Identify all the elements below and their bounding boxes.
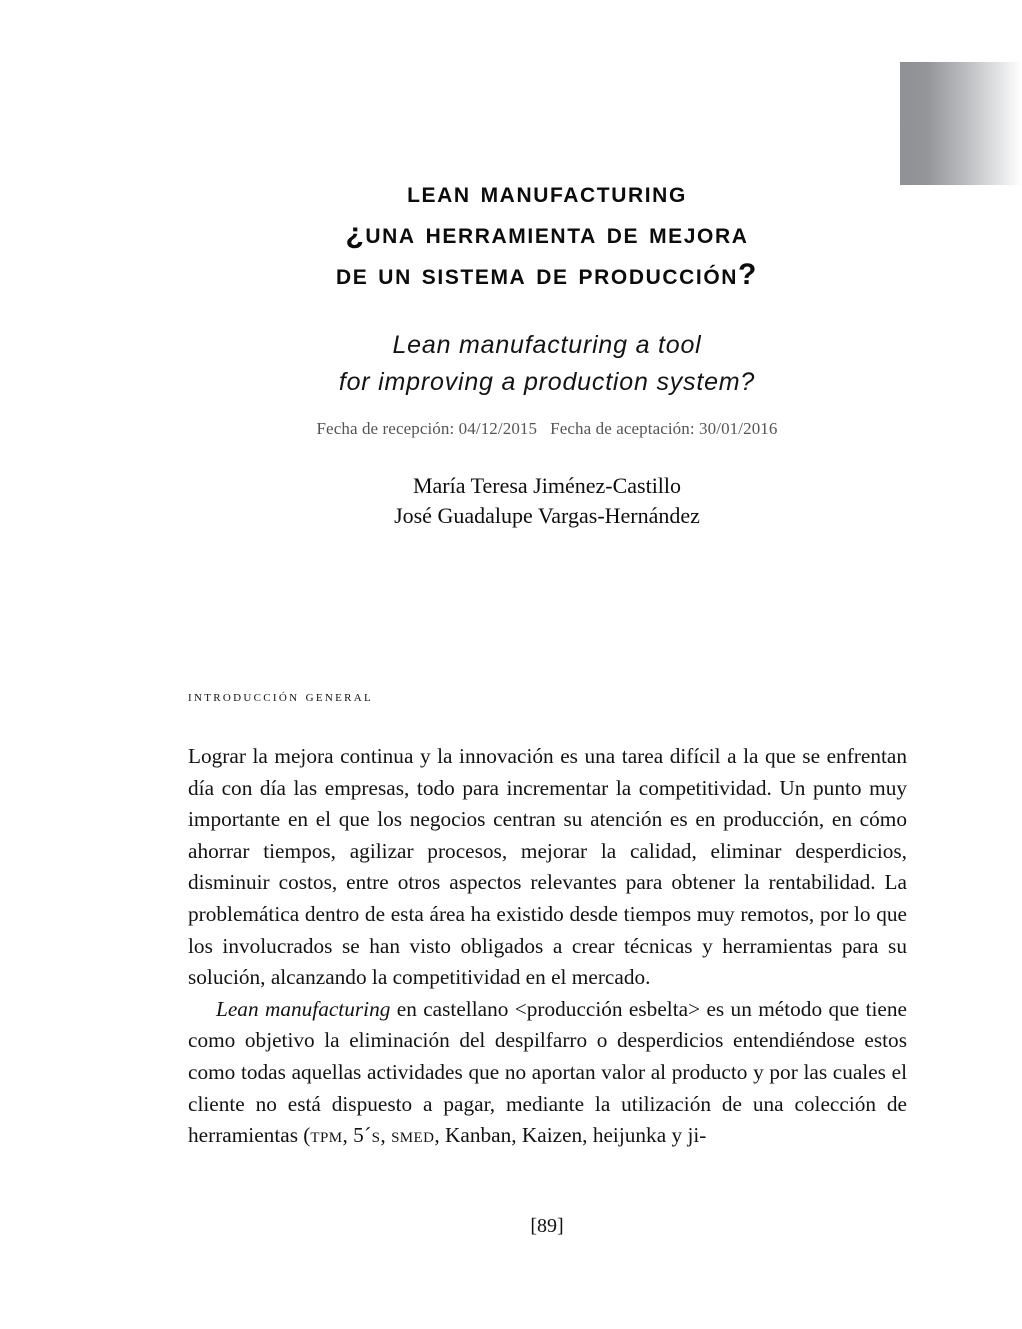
publication-dates: Fecha de recepción: 04/12/2015 Fecha de aceptación: 30/01/2016	[316, 419, 778, 438]
article-title	[188, 172, 906, 295]
paragraph-2-part-2: ,	[342, 1123, 354, 1148]
article-subtitle-english	[188, 327, 906, 401]
term-lean-manufacturing: Lean manufacturing	[216, 996, 391, 1021]
title-line-1: lean manufacturing	[407, 176, 687, 209]
title-line-3: de un sistema de producción?	[336, 258, 758, 291]
acronym-smed: smed	[391, 1123, 435, 1148]
acronym-tpm: tpm	[310, 1123, 343, 1148]
subtitle-line-2: for improving a production system?	[338, 368, 756, 396]
paragraph-2-part-4: , Kanban, Kaizen, heijunka y ji-	[434, 1123, 707, 1148]
title-line-2: ¿una herramienta de mejora	[345, 217, 749, 250]
acronym-5s: 5´s	[353, 1123, 381, 1148]
body-text	[188, 741, 907, 1152]
page-number: [89]	[530, 1215, 564, 1237]
paragraph-2-part-3: ,	[380, 1123, 392, 1148]
section-heading-introduccion-general: introducción general	[188, 688, 374, 705]
paragraph-2-part-1: en castellano <producción esbelta> es un método que tiene como objetivo la eliminación del despilfarro o desperdicios entendiéndose estos como todas aquellas actividades que no aportan valor al producto y por las cuales el cliente no está dispuesto a pagar, mediante la utilización de una colección de herramientas (	[188, 996, 907, 1148]
paragraph-1: Lograr la mejora continua y la innovación es una tarea difícil a la que se enfrentan día con día las empresas, todo para incrementar la competitividad. Un punto muy importante en el que los negocios centran su atención es en producción, en cómo ahorrar tiempos, agilizar procesos, mejorar la calidad, eliminar desperdicios, disminuir costos, entre otros aspectos relevantes para obtener la rentabilidad. La problemática dentro de esta área ha existido desde tiempos muy remotos, por lo que los involucrados se han visto obligados a crear técnicas y herramientas para su solución, alcanzando la competitividad en el mercado.	[188, 744, 907, 990]
author-name-1: María Teresa Jiménez-Castillo	[412, 473, 682, 498]
author-list	[188, 471, 906, 531]
subtitle-line-1: Lean manufacturing a tool	[392, 331, 702, 359]
decorative-corner-gradient-block	[900, 62, 1022, 185]
author-name-2: José Guadalupe Vargas-Hernández	[394, 503, 700, 528]
paragraph-2	[188, 994, 907, 1152]
